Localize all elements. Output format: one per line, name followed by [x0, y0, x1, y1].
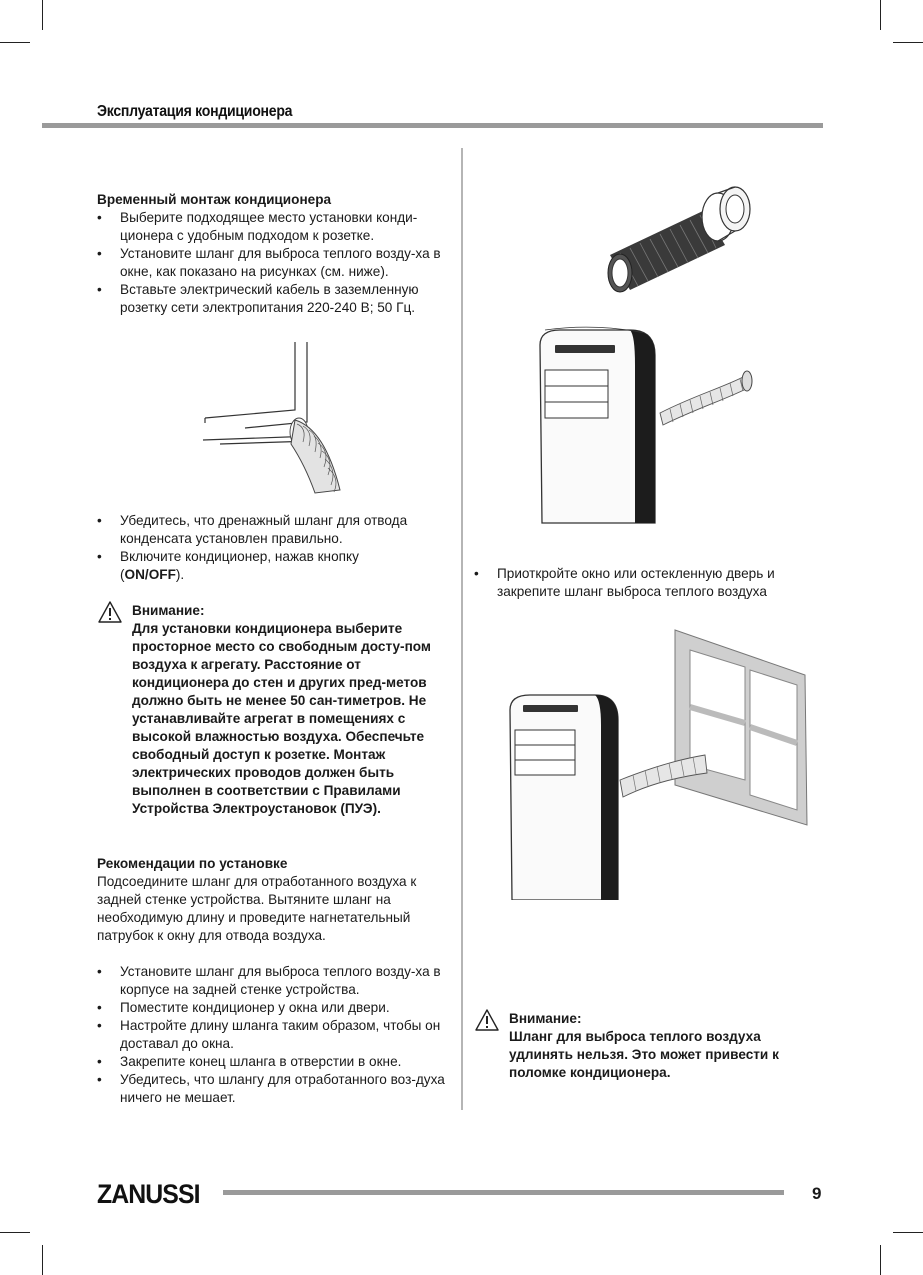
crop-mark: [880, 1245, 881, 1275]
warning-title: Внимание:: [132, 603, 205, 618]
bullet-list: [474, 565, 819, 601]
list-item: [97, 548, 447, 584]
list-item-text: Включите кондиционер, нажав кнопку: [120, 549, 359, 564]
brand-logo: ZANUSSI: [97, 1179, 200, 1209]
list-item: • Поместите кондиционер у окна или двери.: [97, 999, 452, 1017]
crop-mark: [893, 1232, 923, 1233]
crop-mark: [42, 1245, 43, 1275]
warning-title: Внимание:: [509, 1011, 582, 1026]
list-item: • Убедитесь, что дренажный шланг для отвода конденсата установлен правильно.: [97, 512, 447, 548]
paren-close: ).: [175, 567, 185, 582]
page-number: 9: [812, 1184, 822, 1203]
list-item: • Вставьте электрический кабель в заземленную розетку сети электропитания 220-240 В; 50 Гц.: [97, 281, 452, 317]
list-item: • Закрепите конец шланга в отверстии в окне.: [97, 1053, 452, 1071]
section-temporary-install: [97, 191, 452, 317]
list-item: • Установите шланг для выброса теплого возду-ха в окне, как показано на рисунках (см. ниже).: [97, 245, 452, 281]
paren-open: (: [120, 567, 125, 582]
paragraph: Подсоедините шланг для отработанного воздуха к задней стенке устройства. Вытяните шланг на необходимую длину и проведите нагнетательный патрубок к окну для отвода воздуха.: [97, 874, 417, 943]
section-recommendations: [97, 855, 447, 945]
warning-triangle-icon: [474, 1008, 500, 1032]
footer-rule: [223, 1190, 784, 1195]
section-check-and-switch-on: [97, 512, 447, 584]
crop-mark: [893, 42, 923, 43]
section-heading: Рекомендации по установке: [97, 856, 288, 871]
warning-triangle-icon: [97, 600, 123, 624]
page-section-title: Эксплуатация кондиционера: [97, 103, 293, 120]
list-item: • Настройте длину шланга таким образом, чтобы он доставал до окна.: [97, 1017, 452, 1053]
bullet-list: [97, 963, 452, 1107]
crop-mark: [42, 0, 43, 30]
list-item: • Приоткройте окно или остекленную дверь и закрепите шланг выброса теплого воздуха: [474, 565, 819, 601]
on-off-button-label: ON/OFF: [124, 567, 176, 582]
list-item: • Убедитесь, что шлангу для отработанного воз-духа ничего не мешает.: [97, 1071, 452, 1107]
crop-mark: [0, 42, 30, 43]
section-recommendation-steps: [97, 963, 452, 1107]
crop-mark: [0, 1232, 30, 1233]
window-hose-illustration: [195, 340, 355, 495]
warning-block: [509, 1010, 819, 1082]
warning-text: Для установки кондиционера выберите просторное место со свободным досту-пом воздуха к агрегату. Расстояние от кондиционера до стен и других пред-метов должно быть не менее 50 сан-тиметров. Не устанавливайте агрегат в помещениях с высокой влажностью воздуха. Обеспечьте свободный доступ к розетке. Монтаж электрических проводов должен быть выполнен в соответствии с Правилами Устройства Электроустановок (ПУЭ).: [132, 621, 431, 816]
bullet-list: [97, 209, 452, 317]
column-divider: [461, 148, 463, 1110]
section-heading: Временный монтаж кондиционера: [97, 192, 332, 207]
section-open-window: [474, 565, 819, 601]
list-item: • Установите шланг для выброса теплого возду-ха в корпусе на задней стенке устройства.: [97, 963, 452, 999]
hose-adapter-illustration: [600, 185, 760, 295]
warning-text: Шланг для выброса теплого воздуха удлинять нельзя. Это может привести к поломке кондиционера.: [509, 1029, 779, 1080]
list-item: • Выберите подходящее место установки конди-ционера с удобным подходом к розетке.: [97, 209, 452, 245]
header-rule: [42, 123, 823, 128]
crop-mark: [880, 0, 881, 30]
air-conditioner-with-hose-illustration: [535, 325, 755, 530]
air-conditioner-at-window-illustration: [505, 625, 810, 900]
bullet-list: [97, 512, 447, 584]
warning-block: [132, 602, 437, 818]
